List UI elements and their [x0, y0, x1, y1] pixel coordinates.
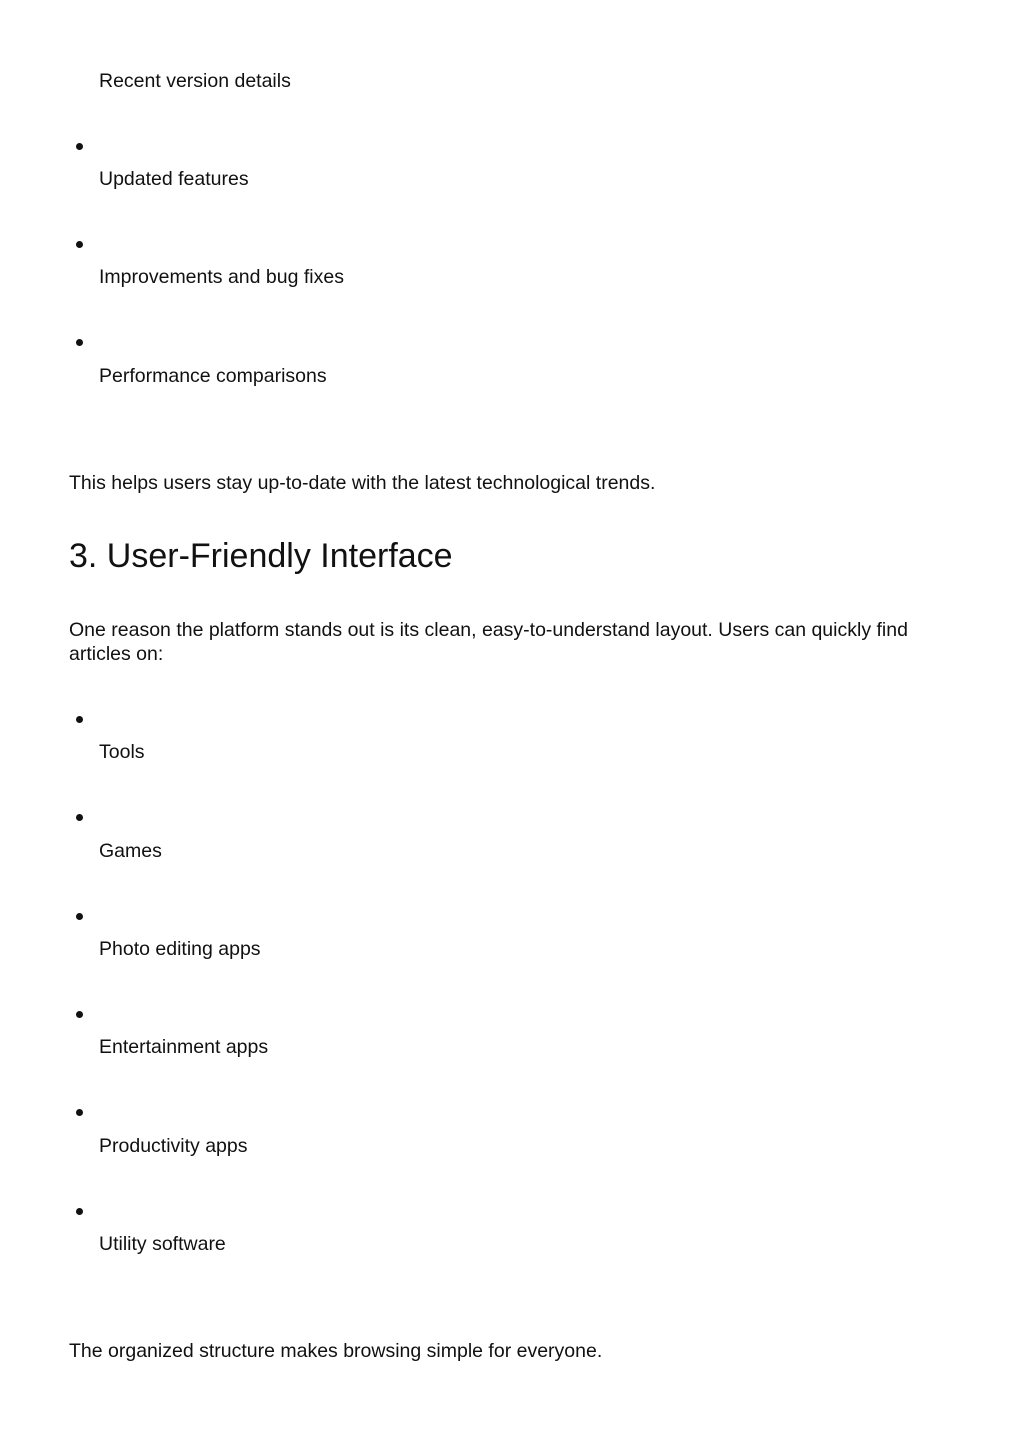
bullet-icon [76, 143, 83, 150]
bullet-icon [76, 716, 83, 723]
list-item: Recent version details [99, 70, 291, 92]
list-item: Utility software [99, 1233, 226, 1255]
bullet-icon [76, 1011, 83, 1018]
bullet-icon [76, 339, 83, 346]
bullet-icon [76, 241, 83, 248]
bullet-icon [76, 1109, 83, 1116]
paragraph: This helps users stay up-to-date with the latest technological trends. [69, 472, 656, 494]
list-item: Productivity apps [99, 1135, 248, 1157]
list-item: Improvements and bug fixes [99, 266, 344, 288]
bullet-icon [76, 1208, 83, 1215]
paragraph: The organized structure makes browsing simple for everyone. [69, 1340, 603, 1362]
paragraph: One reason the platform stands out is its clean, easy-to-understand layout. Users can quickly find articles on: [69, 619, 908, 665]
list-item: Performance comparisons [99, 365, 327, 387]
list-item: Entertainment apps [99, 1036, 269, 1058]
list-item: Photo editing apps [99, 938, 261, 960]
bullet-icon [76, 913, 83, 920]
section-heading: 3. User-Friendly Interface [69, 537, 453, 575]
list-item: Tools [99, 741, 145, 763]
bullet-icon [76, 814, 83, 821]
list-item: Updated features [99, 168, 249, 190]
list-item: Games [99, 840, 162, 862]
